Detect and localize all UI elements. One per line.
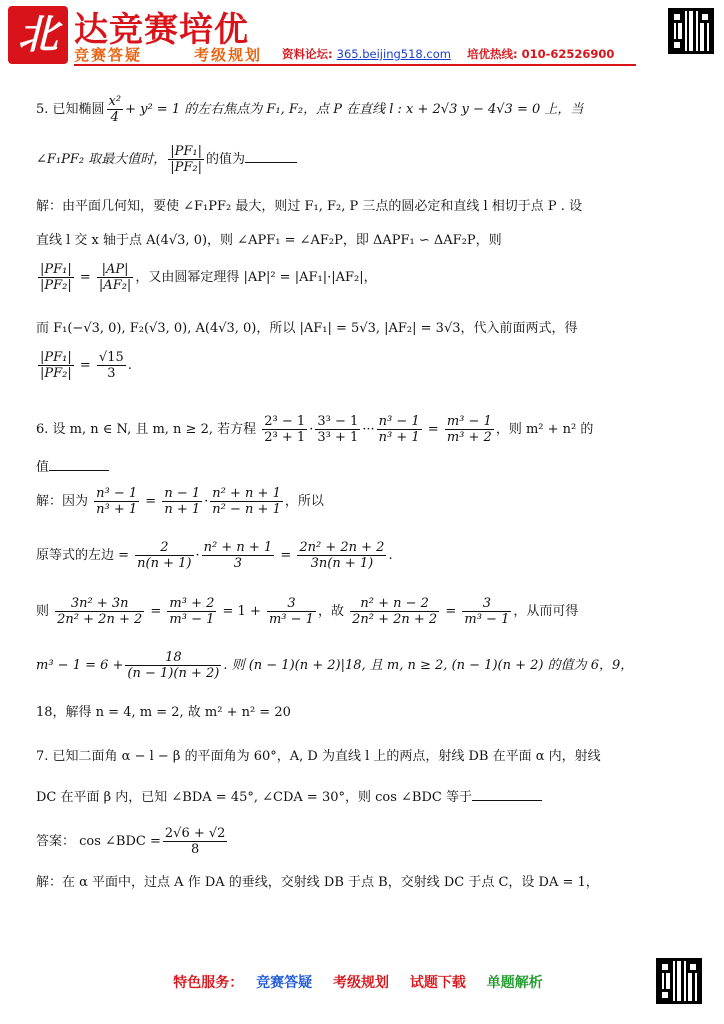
q6-line1: 6. 设 m, n ∈ N, 且 m, n ≥ 2, 若方程 $\frac{\text{2³ − 1}}{\text{2³ + 1}}$ · $\frac{\text{3³ − 1}}{\text{3³ + 1}}$ ··· $\frac{\text{n³ − 1}}{\text{n³ + 1}}$ = $\frac{\text{m³ − 1}}{\text{m³ + 2}}$ ，则 m² + n² 的 xyxy=(36,414,594,445)
q6-sol-5: 18，解得 n = 4, m = 2, 故 m² + n² = 20 xyxy=(36,705,291,720)
q6-sol-3: 则 $\frac{\text{3n² + 3n}}{\text{2n² + 2n + 2}}$ = $\frac{\text{m³ + 2}}{\text{m³ − 1}}$ = 1 + $\frac{3}{\text{m³ − 1}}$ ，故 $\frac{\text{n² + n − 2}}{\text{2n² + 2n + 2}}$ = $\frac{3}{\text{m³ − 1}}$ ，从而可得 xyxy=(36,596,579,627)
q5-sol-3: $\frac{\text{|PF₁|}}{\text{|PF₂|}}$ = $\frac{|AP|}{\text{|AF₂|}}$ ，又由圆幂定理得 |AP|² = |AF₁|·|AF₂|， xyxy=(40,262,377,293)
q7-line2: DC 在平面 β 内，已知 ∠BDA = 45°, ∠CDA = 30°，则 cos ∠BDC 等于 xyxy=(36,788,542,807)
q5-line2: ∠F₁PF₂ 取最大值时， $\frac{\text{|PF₁|}}{\text{|PF₂|}}$ 的值为 xyxy=(36,144,297,175)
header-divider xyxy=(74,64,636,66)
hotline-label: 培优热线: xyxy=(466,47,518,61)
header-tag-qa: 竞赛答疑 xyxy=(74,46,143,64)
brand-name: 达竞赛培优 xyxy=(74,10,249,50)
forum-label: 资料论坛: xyxy=(282,47,333,61)
qr-code-icon-footer xyxy=(656,958,702,1004)
footer-item-exam-plan[interactable]: 考级规划 xyxy=(333,975,389,991)
footer-item-analysis[interactable]: 单题解析 xyxy=(486,975,543,991)
q6-sol-1: 解：因为 $\frac{\text{n³ − 1}}{\text{n³ + 1}}$ = $\frac{n - 1}{n + 1}$ · $\frac{\text{n² + n + 1}}{\text{n² − n + 1}}$ ，所以 xyxy=(36,486,324,517)
footer-label: 特色服务： xyxy=(173,975,244,991)
forum-link[interactable]: 365.beijing518.com xyxy=(336,47,451,61)
q6-sol-4: m³ − 1 = 6 + $\frac{18}{(n - 1)(n + 2)}$ . 则 (n − 1)(n + 2)|18, 且 m, n ≥ 2, (n − 1)(n + 2) 的值为 6，9， xyxy=(36,650,634,681)
q5-line1: 5. 已知椭圆 $\frac{\text{x²}}{4}$ + y² = 1 的左右焦点为 F₁, F₂，点 P 在直线 l : x + 2√3 y − 4√3 = 0 上，当 xyxy=(36,94,584,125)
qr-code-icon xyxy=(668,8,714,54)
q7-answer: 答案： cos ∠BDC = $\frac{2√6 + √2}{8}$ xyxy=(36,826,226,857)
q7-sol-1: 解：在 α 平面中，过点 A 作 DA 的垂线，交射线 DB 于点 B，交射线 DC 于点 C，设 DA = 1， xyxy=(36,875,599,890)
logo: 北 xyxy=(8,6,68,64)
q6-line2: 值 xyxy=(36,458,109,477)
q5-sol-1: 解：由平面几何知，要使 ∠F₁PF₂ 最大，则过 F₁, F₂, P 三点的圆必定和直线 l 相切于点 P . 设 xyxy=(36,199,583,214)
hotline-number: 010-62526900 xyxy=(521,47,615,61)
q7-line1: 7. 已知二面角 α − l − β 的平面角为 60°，A, D 为直线 l 上的两点，射线 DB 在平面 α 内，射线 xyxy=(36,749,601,764)
footer-item-competition-qa[interactable]: 竞赛答疑 xyxy=(256,975,313,991)
footer-services xyxy=(0,972,724,992)
header-contact xyxy=(282,46,614,62)
q5-sol-2: 直线 l 交 x 轴于点 A(4√3, 0)，则 ∠APF₁ = ∠AF₂P，即 ΔAPF₁ ∽ ΔAF₂P，则 xyxy=(36,233,502,248)
q5-sol-5: $\frac{\text{|PF₁|}}{\text{|PF₂|}}$ = $\frac{√15}{3}$ . xyxy=(40,350,132,381)
q6-sol-2: 原等式的左边 = $\frac{2}{n(n + 1)}$ · $\frac{\text{n² + n + 1}}{3}$ = $\frac{\text{2n² + 2n + 2}}{3n(n + 1)}$ . xyxy=(36,540,393,571)
header-tag-plan: 考级规划 xyxy=(194,46,263,64)
footer-item-download[interactable]: 试题下载 xyxy=(409,975,466,991)
q5-sol-4: 而 F₁(−√3, 0), F₂(√3, 0), A(4√3, 0)，所以 |AF₁| = 5√3, |AF₂| = 3√3，代入前面两式，得 xyxy=(36,321,578,336)
